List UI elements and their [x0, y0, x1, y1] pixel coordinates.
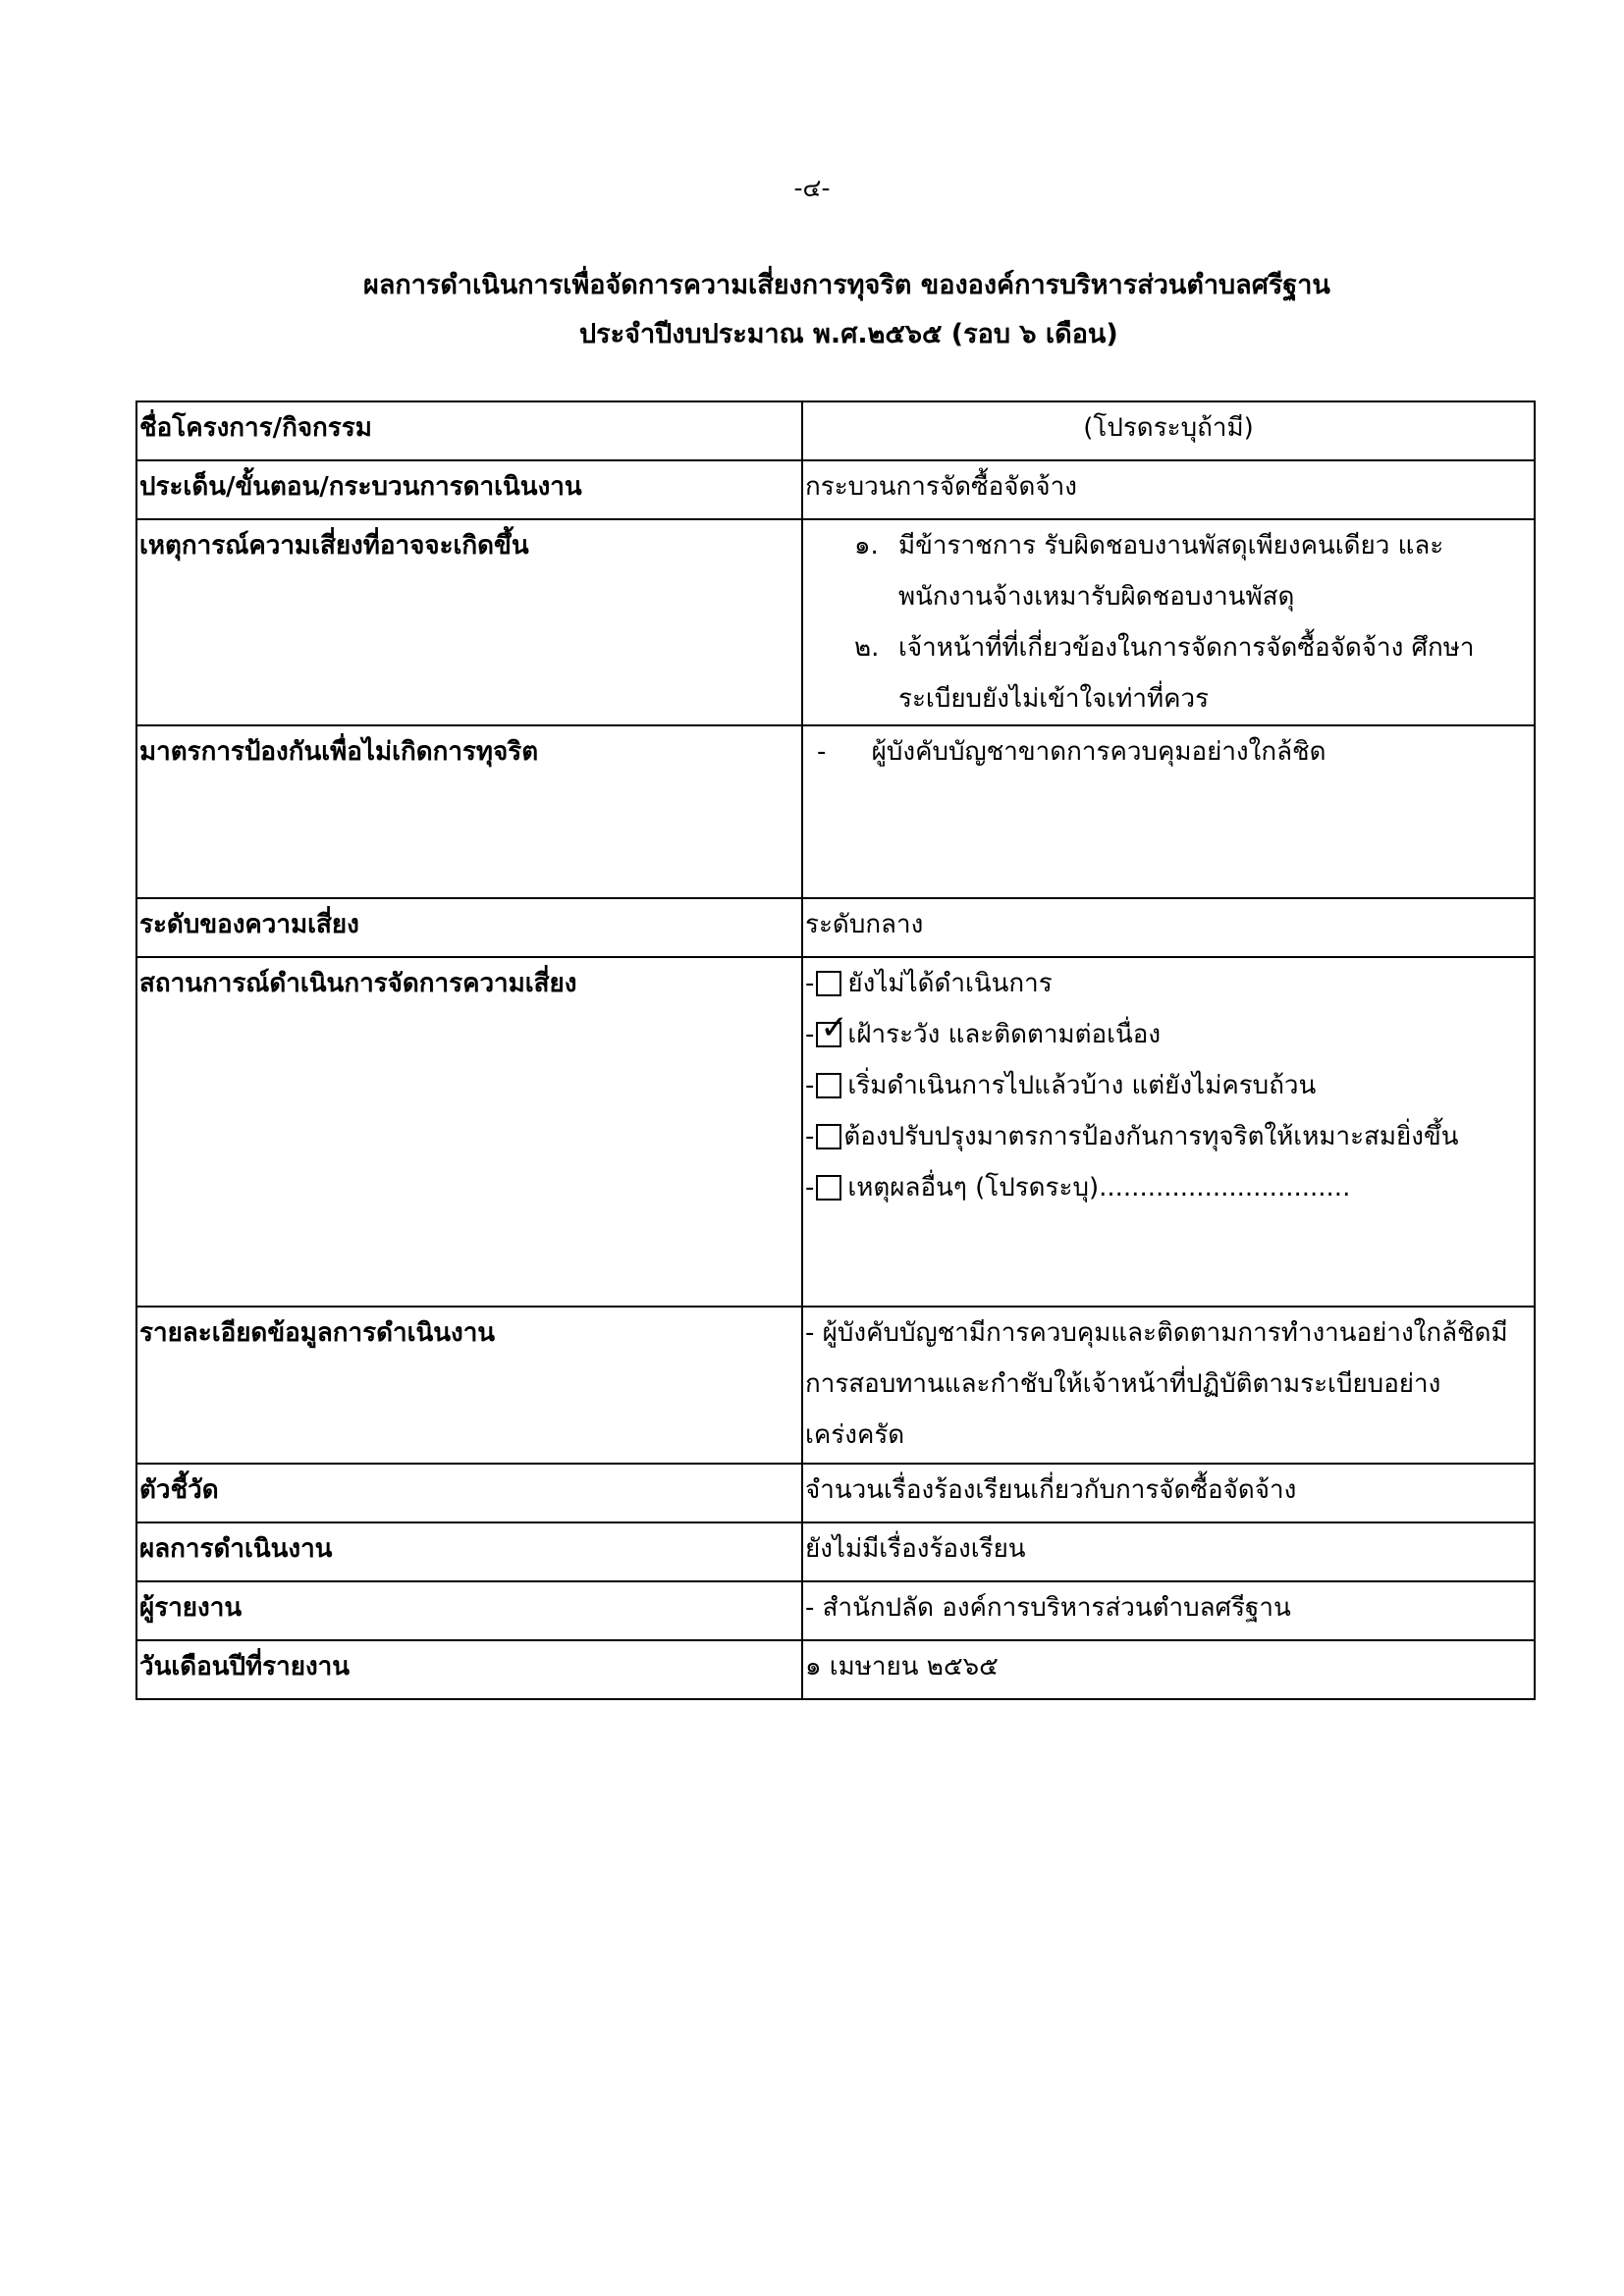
- risk-event-text-line: พนักงานจ้างเหมารับผิดชอบงานพัสดุ: [898, 582, 1295, 612]
- value-risk-event: [802, 519, 1535, 725]
- value-status: [802, 957, 1535, 1307]
- risk-event-item: [854, 520, 1532, 622]
- row-indicator: [136, 1464, 1535, 1522]
- label-status: สถานการณ์ดำเนินการจัดการความเสี่ยง: [136, 957, 802, 1307]
- status-option-label: ยังไม่ได้ดำเนินการ: [847, 969, 1053, 998]
- risk-event-text-line: เจ้าหน้าที่ที่เกี่ยวข้องในการจัดการจัดซื้อจัดจ้าง ศึกษา: [898, 633, 1475, 663]
- status-option-other: - เหตุผลอื่นๆ (โปรดระบุ)...............................: [805, 1162, 1532, 1213]
- label-report-date: วันเดือนปีที่รายงาน: [136, 1640, 802, 1699]
- row-risk-level: [136, 898, 1535, 957]
- status-option-label: ต้องปรับปรุงมาตรการป้องกันการทุจริตให้เหมาะสมยิ่งขึ้น: [843, 1122, 1459, 1151]
- page-number: -๔-: [793, 174, 831, 202]
- row-report-date: [136, 1640, 1535, 1699]
- checkbox-icon: [816, 1124, 841, 1149]
- label-risk-event: เหตุการณ์ความเสี่ยงที่อาจจะเกิดขึ้น: [136, 519, 802, 725]
- row-prevention: [136, 725, 1535, 898]
- label-result: ผลการดำเนินงาน: [136, 1522, 802, 1581]
- value-process: กระบวนการจัดซื้อจัดจ้าง: [802, 460, 1535, 519]
- value-risk-level: ระดับกลาง: [802, 898, 1535, 957]
- details-text-line: - ผู้บังคับบัญชามีการควบคุมและติดตามการทำงานอย่างใกล้ชิดมี: [805, 1318, 1508, 1348]
- row-reporter: [136, 1581, 1535, 1640]
- risk-report-table: [135, 400, 1536, 1700]
- status-option-improve-measures: - ต้องปรับปรุงมาตรการป้องกันการทุจริตให้เหมาะสมยิ่งขึ้น: [805, 1111, 1532, 1162]
- label-process: ประเด็น/ขั้นตอน/กระบวนการดาเนินงาน: [136, 460, 802, 519]
- label-prevention: มาตรการป้องกันเพื่อไม่เกิดการทุจริต: [136, 725, 802, 898]
- document-title-line-1: ผลการดำเนินการเพื่อจัดการความเสี่ยงการทุจริต ขององค์การบริหารส่วนตำบลศรีฐาน: [363, 270, 1330, 300]
- row-status: [136, 957, 1535, 1307]
- value-report-date: ๑ เมษายน ๒๕๖๕: [802, 1640, 1535, 1699]
- label-risk-level: ระดับของความเสี่ยง: [136, 898, 802, 957]
- value-project: (โปรดระบุถ้ามี): [802, 401, 1535, 460]
- label-details: รายละเอียดข้อมูลการดำเนินงาน: [136, 1307, 802, 1464]
- row-result: [136, 1522, 1535, 1581]
- value-prevention: [802, 725, 1535, 898]
- status-option-label: เหตุผลอื่นๆ (โปรดระบุ)...............................: [847, 1173, 1351, 1202]
- status-option-label: เริ่มดำเนินการไปแล้วบ้าง แต่ยังไม่ครบถ้วน: [847, 1071, 1317, 1100]
- status-option-monitoring: - ✓ เฝ้าระวัง และติดตามต่อเนื่อง: [805, 1009, 1532, 1060]
- checkbox-icon: [816, 1175, 841, 1201]
- value-details: [802, 1307, 1535, 1464]
- risk-event-number: ๑.: [854, 531, 879, 561]
- risk-event-text-line: มีข้าราชการ รับผิดชอบงานพัสดุเพียงคนเดียว และ: [898, 531, 1444, 561]
- prevention-text: ผู้บังคับบัญชาขาดการควบคุมอย่างใกล้ชิด: [871, 737, 1326, 767]
- status-option-not-started: - ยังไม่ได้ดำเนินการ: [805, 958, 1532, 1009]
- risk-event-text-line: ระเบียบยังไม่เข้าใจเท่าที่ควร: [898, 684, 1210, 714]
- checkbox-checked-icon: [816, 1022, 841, 1047]
- row-risk-event: [136, 519, 1535, 725]
- label-indicator: ตัวชี้วัด: [136, 1464, 802, 1522]
- risk-event-item: [854, 622, 1532, 724]
- row-details: [136, 1307, 1535, 1464]
- row-project: [136, 401, 1535, 460]
- risk-event-number: ๒.: [854, 633, 880, 663]
- details-text-line: เคร่งครัด: [805, 1420, 905, 1450]
- value-reporter: - สำนักปลัด องค์การบริหารส่วนตำบลศรีฐาน: [802, 1581, 1535, 1640]
- label-project: ชื่อโครงการ/กิจกรรม: [136, 401, 802, 460]
- value-indicator: จำนวนเรื่องร้องเรียนเกี่ยวกับการจัดซื้อจัดจ้าง: [802, 1464, 1535, 1522]
- details-text-line: การสอบทานและกำชับให้เจ้าหน้าที่ปฏิบัติตามระเบียบอย่าง: [805, 1369, 1441, 1399]
- prevention-dash: -: [817, 737, 827, 767]
- row-process: [136, 460, 1535, 519]
- risk-event-list: [805, 520, 1532, 724]
- document-title-line-2: ประจำปีงบประมาณ พ.ศ.๒๕๖๕ (รอบ ๖ เดือน): [579, 319, 1118, 349]
- label-reporter: ผู้รายงาน: [136, 1581, 802, 1640]
- value-result: ยังไม่มีเรื่องร้องเรียน: [802, 1522, 1535, 1581]
- status-option-partially-done: - เริ่มดำเนินการไปแล้วบ้าง แต่ยังไม่ครบถ้วน: [805, 1060, 1532, 1111]
- checkbox-icon: [816, 971, 841, 996]
- checkbox-icon: [816, 1073, 841, 1098]
- status-option-label: เฝ้าระวัง และติดตามต่อเนื่อง: [847, 1020, 1162, 1049]
